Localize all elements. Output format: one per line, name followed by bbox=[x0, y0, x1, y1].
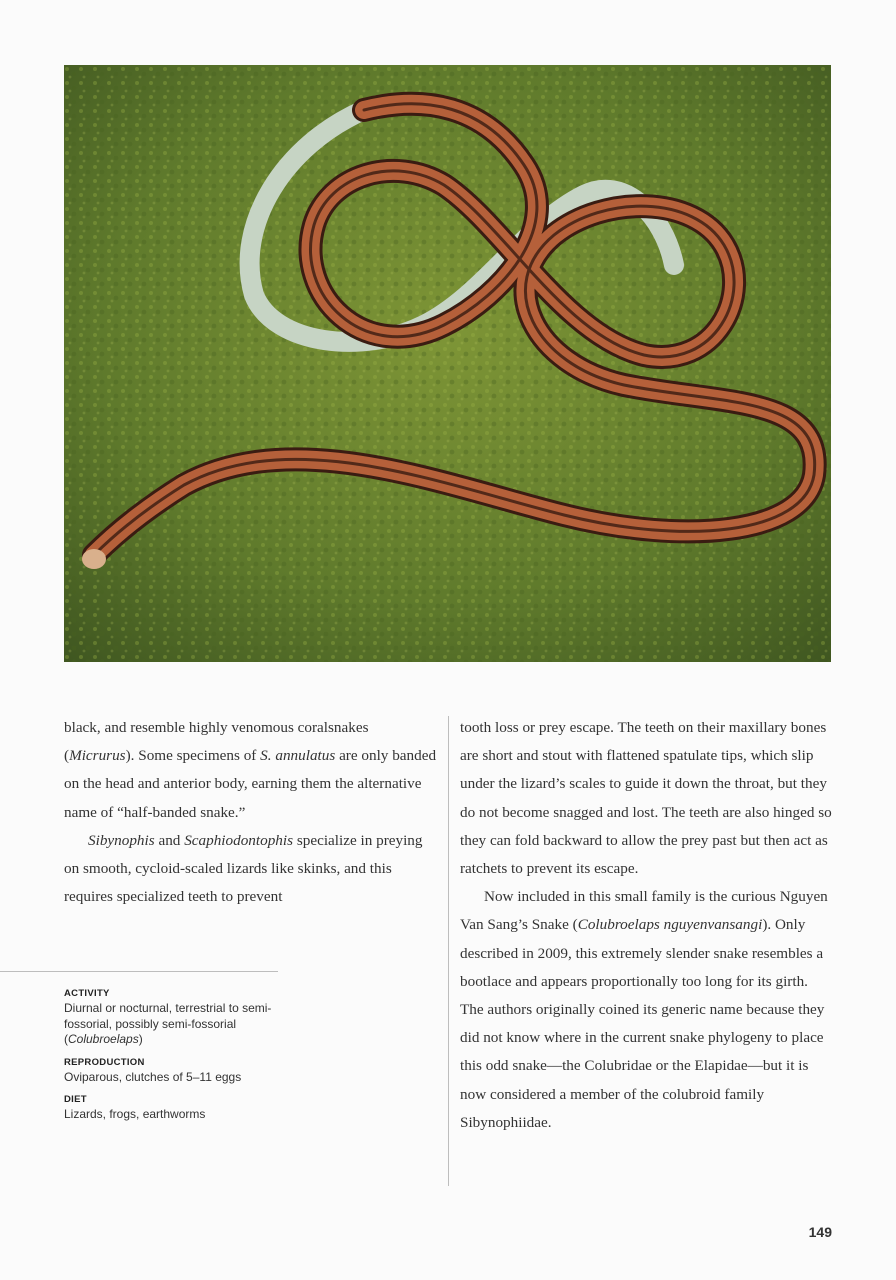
snake-on-moss-illustration bbox=[64, 65, 831, 662]
paragraph: Sibynophis and Scaphiodontophis specialize in preying on smooth, cycloid-scaled lizards like skinks, and this requires specialized teeth to prevent bbox=[64, 831, 423, 906]
paragraph: tooth loss or prey escape. The teeth on their maxillary bones are short and stout with flattened spatulate tips, which slip under the lizard’s scales to guide it down the throat, but they do not become snagged and lost. The teeth are also hinged so they can fold backward to allow the prey past but then act as ratchets to prevent its escape. bbox=[460, 719, 832, 878]
activity-label: ACTIVITY bbox=[64, 988, 110, 999]
body-text-left-column bbox=[64, 714, 440, 911]
reproduction-value: Oviparous, clutches of 5–11 eggs bbox=[64, 1069, 242, 1084]
facts-divider bbox=[0, 971, 278, 972]
diet-value: Lizards, frogs, earthworms bbox=[64, 1107, 206, 1121]
column-divider bbox=[448, 716, 449, 1186]
snake-photo bbox=[64, 65, 831, 662]
diet-label: DIET bbox=[64, 1094, 87, 1105]
body-text-right-column bbox=[460, 714, 832, 1137]
reproduction-label: REPRODUCTION bbox=[64, 1056, 145, 1068]
page-number: 149 bbox=[808, 1224, 832, 1240]
species-facts bbox=[64, 987, 304, 1123]
activity-value: Diurnal or nocturnal, terrestrial to semi-fossorial, possibly semi-fossorial (Colubroelaps) bbox=[64, 1001, 272, 1046]
paragraph: black, and resemble highly venomous coralsnakes (Micrurus). Some specimens of S. annulatus are only banded on the head and anterior body, earning them the alternative name of “half-banded snake.” bbox=[64, 719, 437, 821]
paragraph: Now included in this small family is the curious Nguyen Van Sang’s Snake (Colubroelaps nguyenvansangi). Only described in 2009, this extremely slender snake resembles a bootlace and appears proportionally too long for its girth. The authors originally coined its generic name because they did not know where in the current snake phylogeny to place this odd snake—the Colubridae or the Elapidae—but it is now considered a member of the colubroid family Sibynophiidae. bbox=[460, 888, 828, 1131]
